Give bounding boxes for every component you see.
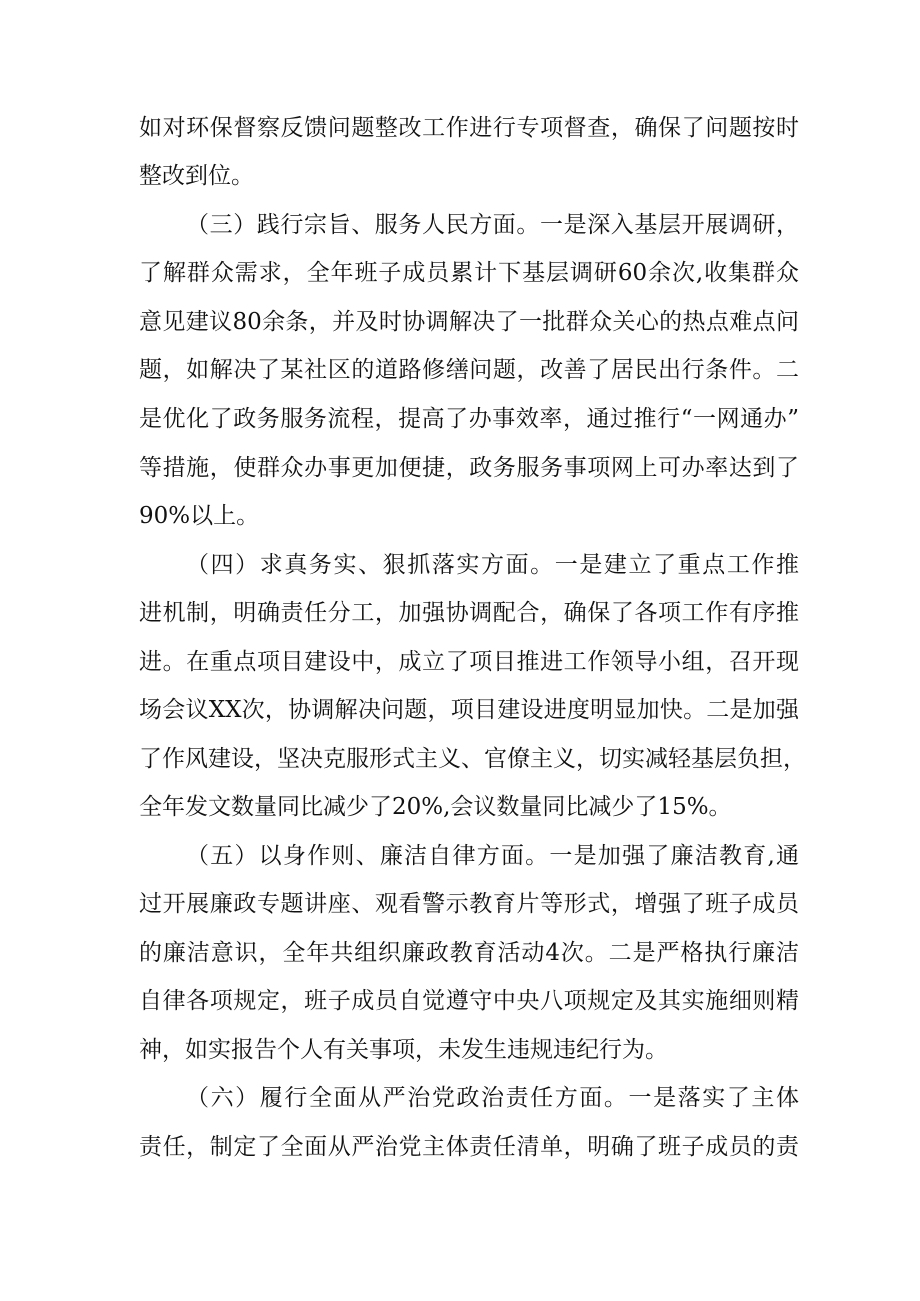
paragraph-line: 过开展廉政专题讲座、观看警示教育片等形式，增强了班子成员 xyxy=(139,891,799,917)
paragraph-line: 场会议XX次，协调解决问题，项目建设进度明显加快。二是加强 xyxy=(139,697,799,723)
paragraph-line: （六）履行全面从严治党政治责任方面。一是落实了主体 xyxy=(186,1085,799,1111)
paragraph-line: （四）求真务实、狠抓落实方面。一是建立了重点工作推 xyxy=(186,552,799,578)
paragraph-line: 等措施，使群众办事更加便捷，政务服务事项网上可办率达到了 xyxy=(139,455,799,481)
paragraph-line: （五）以身作则、廉洁自律方面。一是加强了廉洁教育,通 xyxy=(186,843,799,869)
paragraph-line: 全年发文数量同比减少了20%,会议数量同比减少了15%。 xyxy=(139,794,732,820)
paragraph-line: 整改到位。 xyxy=(139,163,254,189)
paragraph-line: 题，如解决了某社区的道路修缮问题，改善了居民出行条件。二 xyxy=(139,357,799,383)
paragraph-line: 自律各项规定，班子成员自觉遵守中央八项规定及其实施细则精 xyxy=(139,988,799,1014)
paragraph-line: 责任，制定了全面从严治党主体责任清单，明确了班子成员的责 xyxy=(139,1134,799,1160)
paragraph-line: 90%以上。 xyxy=(139,503,260,529)
paragraph-line: （三）践行宗旨、服务人民方面。一是深入基层开展调研， xyxy=(186,212,799,238)
paragraph-line: 如对环保督察反馈问题整改工作进行专项督查，确保了问题按时 xyxy=(139,115,799,141)
paragraph-line: 了解群众需求，全年班子成员累计下基层调研60余次,收集群众 xyxy=(139,260,799,286)
paragraph-line: 意见建议80余条，并及时协调解决了一批群众关心的热点难点问 xyxy=(139,309,799,335)
paragraph-line: 了作风建设，坚决克服形式主义、官僚主义，切实减轻基层负担， xyxy=(139,746,806,772)
paragraph-line: 进机制，明确责任分工，加强协调配合，确保了各项工作有序推 xyxy=(139,600,799,626)
paragraph-line: 的廉洁意识，全年共组织廉政教育活动4次。二是严格执行廉洁 xyxy=(139,940,799,966)
paragraph-line: 神，如实报告个人有关事项，未发生违规违纪行为。 xyxy=(139,1037,668,1063)
paragraph-line: 是优化了政务服务流程，提高了办事效率，通过推行“一网通办” xyxy=(139,406,799,432)
paragraph-line: 进。在重点项目建设中，成立了项目推进工作领导小组，召开现 xyxy=(139,649,799,675)
